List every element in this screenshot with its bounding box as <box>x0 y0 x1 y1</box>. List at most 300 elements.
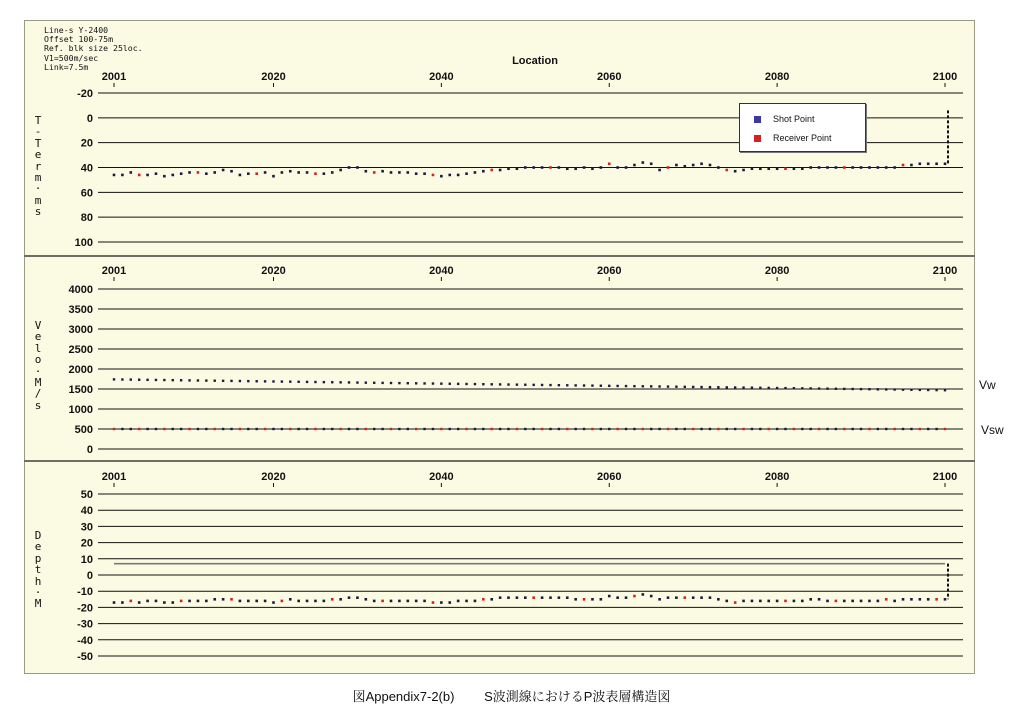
vsw-point <box>667 428 669 430</box>
y-axis-label-char: t <box>34 563 42 577</box>
depth-point <box>742 600 745 603</box>
vsw-point <box>482 428 484 430</box>
depth-point <box>155 600 158 603</box>
tterm-point <box>944 162 947 165</box>
vsw-point <box>423 428 425 430</box>
vw-point <box>893 388 895 390</box>
y-axis-label-char: V <box>34 319 42 332</box>
tterm-point <box>482 170 485 173</box>
vsw-point <box>264 428 266 430</box>
tterm-point <box>432 174 435 177</box>
depth-point <box>633 595 636 598</box>
depth-point <box>709 596 712 599</box>
depth-point <box>658 598 661 601</box>
depth-point <box>121 601 124 604</box>
vw-point <box>146 379 148 381</box>
vsw-point <box>625 428 627 430</box>
depth-point <box>365 598 368 601</box>
tterm-point <box>415 172 418 175</box>
vsw-point <box>516 428 518 430</box>
depth-point <box>373 600 376 603</box>
vw-point <box>809 387 811 389</box>
depth-point <box>809 598 812 601</box>
depth-point <box>717 598 720 601</box>
y-axis-label-char: h <box>34 574 42 588</box>
vsw-point <box>155 428 157 430</box>
info-line: Offset 100-75m <box>44 34 114 45</box>
vw-point <box>272 380 274 382</box>
depth-point <box>692 596 695 599</box>
tterm-point <box>767 167 770 170</box>
tterm-point <box>507 167 510 170</box>
vw-point <box>885 388 887 390</box>
vw-point <box>642 385 644 387</box>
vsw-point <box>407 428 409 430</box>
vsw-point <box>935 428 937 430</box>
vsw-point <box>902 428 904 430</box>
tterm-point <box>448 174 451 177</box>
depth-point <box>339 598 342 601</box>
vw-point <box>818 387 820 389</box>
vw-point <box>600 385 602 387</box>
vw-point <box>860 388 862 390</box>
vsw-point <box>440 428 442 430</box>
depth-point <box>440 601 443 604</box>
tterm-point <box>306 171 309 174</box>
vw-point <box>541 384 543 386</box>
vsw-point <box>583 428 585 430</box>
vsw-point <box>113 428 115 430</box>
y-tick-label: 4000 <box>68 284 93 296</box>
y-tick-label: -10 <box>77 586 93 599</box>
vw-point <box>776 387 778 389</box>
y-axis-label-char: o <box>34 353 42 367</box>
x-tick-label: 2020 <box>261 471 286 483</box>
depth-point <box>406 600 409 603</box>
y-axis-label-char: · <box>34 586 42 600</box>
vsw-point <box>365 428 367 430</box>
vsw-point <box>230 428 232 430</box>
tterm-point <box>600 166 603 169</box>
depth-point <box>600 598 603 601</box>
y-axis-label-char: e <box>34 330 42 344</box>
tterm-point <box>490 169 493 172</box>
vw-point <box>172 379 174 381</box>
vsw-point <box>675 428 677 430</box>
y-axis-label-char: T <box>34 114 42 127</box>
tterm-point <box>281 171 284 174</box>
vw-point <box>432 382 434 384</box>
vw-point <box>163 379 165 381</box>
tterm-point <box>868 166 871 169</box>
vsw-point <box>146 428 148 430</box>
tterm-point <box>272 175 275 178</box>
y-axis-label-char: / <box>34 387 42 401</box>
y-tick-label: 10 <box>80 553 93 566</box>
depth-point <box>725 600 728 603</box>
vsw-point <box>650 428 652 430</box>
depth-point <box>398 600 401 603</box>
vsw-point <box>138 428 140 430</box>
vw-point <box>583 384 585 386</box>
vsw-point <box>549 428 551 430</box>
vsw-point <box>835 428 837 430</box>
tterm-point <box>675 164 678 167</box>
x-tick-label: 2060 <box>597 265 622 277</box>
tterm-point <box>365 170 368 173</box>
tterm-point <box>751 167 754 170</box>
vsw-point <box>944 428 946 430</box>
tterm-point <box>465 172 468 175</box>
tterm-point <box>381 170 384 173</box>
vsw-point <box>297 428 299 430</box>
y-tick-label: 2000 <box>68 364 93 376</box>
vw-point <box>423 382 425 384</box>
tterm-point <box>616 166 619 169</box>
vsw-point <box>742 428 744 430</box>
vsw-point <box>415 428 417 430</box>
vsw-point <box>239 428 241 430</box>
x-tick-label: 2080 <box>764 265 790 277</box>
tterm-point <box>625 166 628 169</box>
depth-point <box>457 600 460 603</box>
depth-point <box>448 601 451 604</box>
tterm-point <box>566 167 569 170</box>
y-axis-label-char: m <box>34 171 42 185</box>
tterm-point <box>474 171 477 174</box>
y-axis-label-char: r <box>34 159 42 173</box>
depth-point <box>902 598 905 601</box>
vw-point <box>843 388 845 390</box>
tterm-point <box>230 170 233 173</box>
tterm-point <box>734 170 737 173</box>
tterm-point <box>457 174 460 177</box>
vw-point <box>440 382 442 384</box>
vsw-point <box>390 428 392 430</box>
legend-item-receiver <box>754 133 832 143</box>
x-tick-label: 2040 <box>429 471 454 483</box>
vsw-point <box>910 428 912 430</box>
vw-point <box>734 386 736 388</box>
depth-point <box>935 598 938 601</box>
depth-point <box>390 600 393 603</box>
tterm-point <box>314 172 317 175</box>
depth-point <box>583 598 586 601</box>
depth-point <box>524 596 527 599</box>
vsw-point <box>457 428 459 430</box>
vw-point <box>415 382 417 384</box>
vsw-point <box>709 428 711 430</box>
tterm-point <box>205 172 208 175</box>
depth-point <box>113 601 116 604</box>
vw-point <box>314 381 316 383</box>
vw-point <box>675 386 677 388</box>
vsw-point <box>768 428 770 430</box>
vw-point <box>667 385 669 387</box>
vsw-point <box>633 428 635 430</box>
vw-point <box>910 389 912 391</box>
depth-point <box>331 598 334 601</box>
depth-point <box>776 600 779 603</box>
vsw-point <box>684 428 686 430</box>
tterm-point <box>910 164 913 167</box>
tterm-point <box>860 166 863 169</box>
depth-point <box>146 600 149 603</box>
x-tick-label: 2100 <box>932 71 958 83</box>
tterm-point <box>406 171 409 174</box>
vsw-point <box>574 428 576 430</box>
vw-point <box>902 388 904 390</box>
vw-point <box>532 384 534 386</box>
y-tick-label: 3000 <box>68 324 93 336</box>
tterm-point <box>247 172 250 175</box>
x-tick-label: 2100 <box>932 265 958 277</box>
tterm-point <box>222 169 225 172</box>
vsw-point <box>197 428 199 430</box>
vw-point <box>516 383 518 385</box>
y-tick-label: 100 <box>74 237 93 249</box>
tterm-point <box>591 167 594 170</box>
vsw-point <box>751 428 753 430</box>
depth-point <box>751 600 754 603</box>
vw-point <box>700 386 702 388</box>
vsw-point <box>541 428 543 430</box>
vsw-point <box>692 428 694 430</box>
depth-point <box>239 600 242 603</box>
vw-point <box>339 381 341 383</box>
info-line: V1=500m/sec <box>44 52 99 63</box>
vw-point <box>373 382 375 384</box>
depth-point <box>205 600 208 603</box>
vsw-point <box>507 428 509 430</box>
vw-point <box>457 383 459 385</box>
y-tick-label: 0 <box>86 444 93 456</box>
tterm-point <box>373 171 376 174</box>
vw-point <box>222 380 224 382</box>
vsw-point <box>566 428 568 430</box>
tterm-point <box>163 175 166 178</box>
vw-point <box>751 386 753 388</box>
depth-point <box>297 600 300 603</box>
vw-point <box>566 384 568 386</box>
tterm-point <box>188 171 191 174</box>
y-axis-label-char: T <box>34 136 42 150</box>
receiver-point-swatch <box>754 135 761 142</box>
tterm-point <box>180 172 183 175</box>
vsw-point <box>868 428 870 430</box>
depth-point <box>482 598 485 601</box>
vw-point <box>499 383 501 385</box>
tterm-point <box>423 172 426 175</box>
vw-point <box>574 384 576 386</box>
depth-point <box>566 596 569 599</box>
depth-point <box>650 595 653 598</box>
vsw-point <box>188 428 190 430</box>
depth-point <box>843 600 846 603</box>
tterm-point <box>826 166 829 169</box>
depth-point <box>423 600 426 603</box>
tterm-point <box>809 166 812 169</box>
vw-point <box>465 383 467 385</box>
vw-point <box>390 382 392 384</box>
depth-point <box>474 600 477 603</box>
vw-point <box>650 385 652 387</box>
depth-point <box>625 596 628 599</box>
tterm-point <box>532 166 535 169</box>
vw-point <box>935 389 937 391</box>
vw-point <box>130 378 132 380</box>
depth-point <box>851 600 854 603</box>
vsw-point <box>809 428 811 430</box>
vsw-point <box>348 428 350 430</box>
depth-point <box>264 600 267 603</box>
vsw-point <box>818 428 820 430</box>
tterm-point <box>784 167 787 170</box>
vsw-point <box>700 428 702 430</box>
depth-point <box>616 596 619 599</box>
shot-point-swatch <box>754 116 761 123</box>
tterm-point <box>935 162 938 165</box>
depth-point <box>516 596 519 599</box>
y-axis-label-char: s <box>34 205 42 219</box>
depth-point <box>877 600 880 603</box>
vsw-point <box>222 428 224 430</box>
legend-label: Receiver Point <box>773 133 832 143</box>
vsw-point <box>373 428 375 430</box>
depth-point <box>700 596 703 599</box>
vw-point <box>323 381 325 383</box>
tterm-point <box>113 174 116 177</box>
vw-point <box>524 384 526 386</box>
y-tick-label: 20 <box>80 137 93 150</box>
y-axis-label-depth <box>30 530 46 610</box>
y-tick-label: 40 <box>80 162 93 175</box>
tterm-point <box>331 171 334 174</box>
vw-point <box>381 382 383 384</box>
tterm-point <box>213 171 216 174</box>
vsw-point <box>801 428 803 430</box>
y-tick-label: 0 <box>86 570 93 582</box>
vsw-point <box>306 428 308 430</box>
vw-point <box>230 380 232 382</box>
depth-point <box>667 596 670 599</box>
x-tick-label: 2100 <box>932 471 958 483</box>
tterm-point <box>138 174 141 177</box>
vsw-point <box>339 428 341 430</box>
y-axis-label-char: M <box>34 597 42 611</box>
vsw-point <box>793 428 795 430</box>
depth-point <box>323 600 326 603</box>
vw-point <box>289 380 291 382</box>
y-axis-label-char: · <box>34 182 42 196</box>
vsw-point <box>558 428 560 430</box>
tterm-point <box>197 171 200 174</box>
y-tick-label: -40 <box>77 634 93 647</box>
depth-point <box>801 600 804 603</box>
tterm-point <box>129 171 132 174</box>
vsw-point <box>398 428 400 430</box>
vsw-point <box>323 428 325 430</box>
y-tick-label: -50 <box>77 651 93 663</box>
depth-point <box>541 596 544 599</box>
info-line: Link=7.5m <box>44 61 89 72</box>
vsw-point <box>499 428 501 430</box>
y-tick-label: 80 <box>80 212 93 225</box>
depth-point <box>171 601 174 604</box>
vw-point <box>826 387 828 389</box>
depth-point <box>860 600 863 603</box>
vsw-point <box>314 428 316 430</box>
vsw-point <box>172 428 174 430</box>
tterm-point <box>339 169 342 172</box>
info-line: Ref. blk size 25loc. <box>44 43 143 54</box>
y-axis-label-char: - <box>34 125 42 139</box>
vw-point <box>768 387 770 389</box>
tterm-point <box>516 167 519 170</box>
vsw-point <box>121 428 123 430</box>
y-tick-label: 20 <box>80 537 93 550</box>
x-tick-label: 2080 <box>764 71 790 83</box>
vw-point <box>138 379 140 381</box>
vw-point <box>255 380 257 382</box>
depth-point <box>490 598 493 601</box>
vsw-point <box>432 428 434 430</box>
vw-point <box>306 381 308 383</box>
vw-point <box>625 385 627 387</box>
depth-point <box>247 600 250 603</box>
y-tick-label: -20 <box>77 602 93 615</box>
vsw-point <box>759 428 761 430</box>
x-axis-title: Location <box>512 55 558 67</box>
x-tick-label: 2001 <box>101 71 127 83</box>
vw-point <box>121 378 123 380</box>
vw-point <box>205 379 207 381</box>
depth-point <box>683 596 686 599</box>
tterm-point <box>667 166 670 169</box>
vw-point <box>742 386 744 388</box>
tterm-point <box>835 166 838 169</box>
x-tick-label: 2040 <box>429 265 454 277</box>
depth-point <box>558 596 561 599</box>
vw-point <box>784 387 786 389</box>
depth-point <box>868 600 871 603</box>
depth-point <box>910 598 913 601</box>
vsw-point <box>860 428 862 430</box>
vw-point <box>239 380 241 382</box>
tterm-point <box>348 166 351 169</box>
tterm-point <box>709 164 712 167</box>
vw-point <box>482 383 484 385</box>
vw-point <box>507 383 509 385</box>
vw-point <box>759 387 761 389</box>
legend-label: Shot Point <box>773 114 815 124</box>
vsw-point <box>642 428 644 430</box>
vw-point <box>835 388 837 390</box>
tterm-point <box>297 171 300 174</box>
vw-point <box>247 380 249 382</box>
depth-point <box>642 593 645 596</box>
y-tick-label: 1500 <box>68 384 93 396</box>
tterm-point <box>725 169 728 172</box>
tterm-point <box>893 166 896 169</box>
y-axis-label-char: · <box>34 364 42 378</box>
tterm-point <box>583 166 586 169</box>
legend-item-shot <box>754 114 815 124</box>
vw-point <box>877 388 879 390</box>
vsw-point <box>205 428 207 430</box>
vw-label: Vw <box>979 378 996 392</box>
depth-point <box>197 600 200 603</box>
